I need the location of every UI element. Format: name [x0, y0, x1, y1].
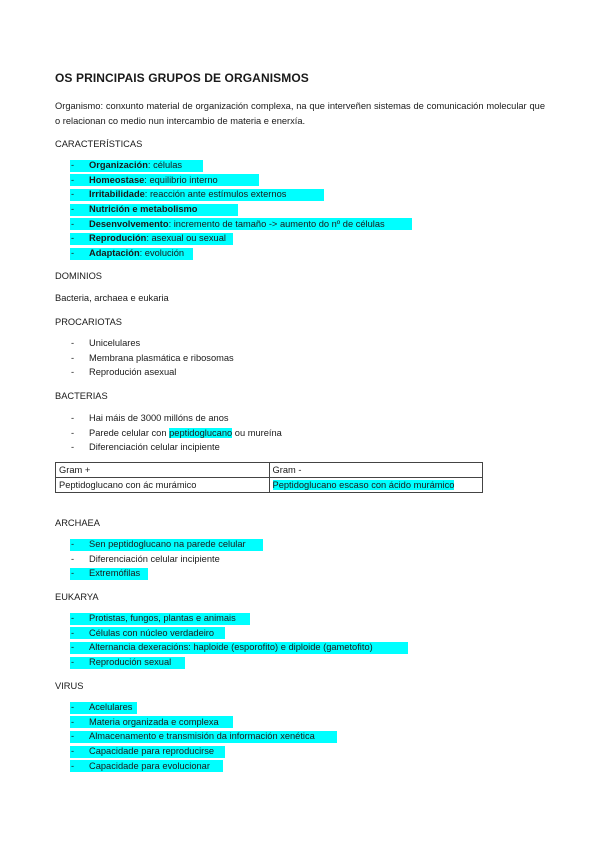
section-heading-eukarya: EUKARYA: [55, 592, 99, 602]
section-heading-virus: VIRUS: [55, 681, 84, 691]
section-heading-procariotas: PROCARIOTAS: [55, 317, 122, 327]
gram-table: [55, 462, 483, 493]
table-header-cell: Gram +: [56, 463, 270, 478]
intro-paragraph: Organismo: conxunto material de organización complexa, na que interveñen sistemas de comunicación molecular que o relacionan co medio nun intercambio de materia e enerxía.: [55, 101, 545, 126]
highlighted-term: peptidoglucano: [169, 427, 233, 438]
table-cell: Peptidoglucano escaso con ácido murámico: [269, 478, 483, 493]
dominios-text: Bacteria, archaea e eukaria: [55, 293, 169, 303]
section-heading-dominios: DOMINIOS: [55, 271, 103, 281]
table-row: [56, 478, 483, 493]
section-heading-archaea: ARCHAEA: [55, 518, 100, 528]
page-title: OS PRINCIPAIS GRUPOS DE ORGANISMOS: [55, 71, 309, 85]
table-header-cell: Gram -: [269, 463, 483, 478]
section-heading-caracteristicas: CARACTERÍSTICAS: [55, 139, 143, 149]
section-heading-bacterias: BACTERIAS: [55, 391, 108, 401]
table-row: [56, 463, 483, 478]
table-cell: Peptidoglucano con ác murámico: [56, 478, 270, 493]
